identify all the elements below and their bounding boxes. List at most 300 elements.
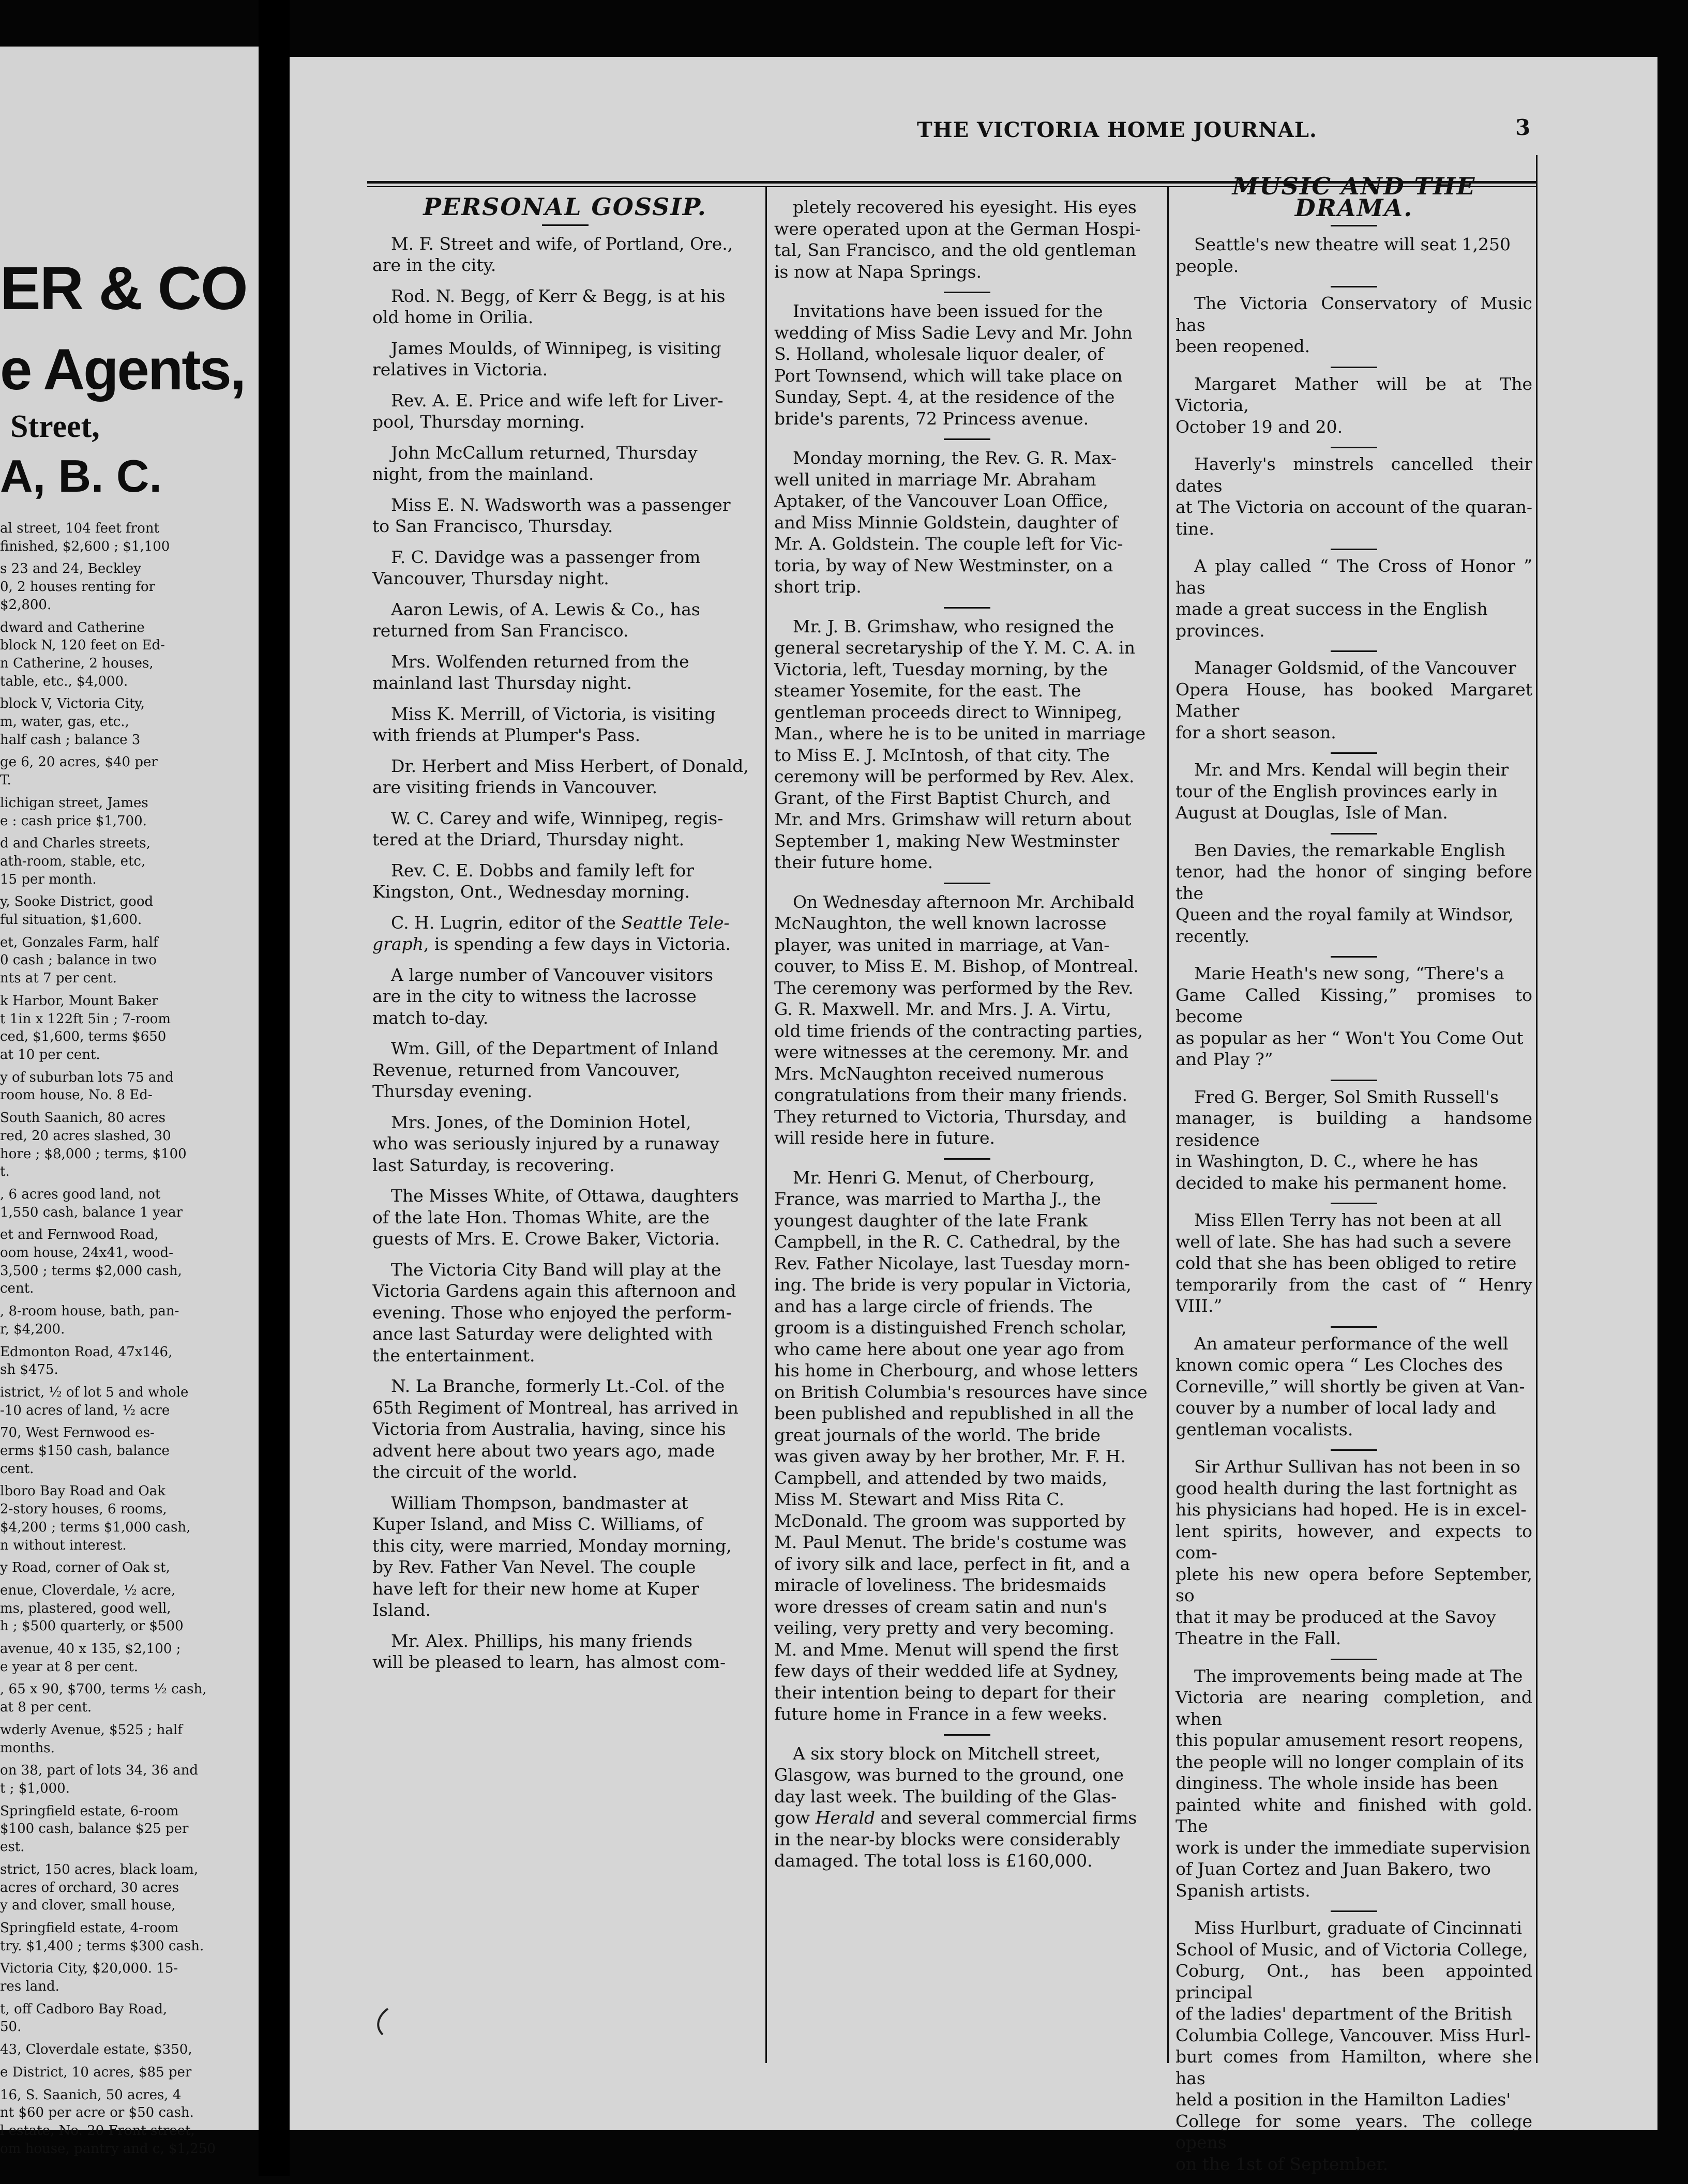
news-line: Corneville,” will shortly be given at Van-: [1175, 1376, 1525, 1397]
news-line: Ben Davies, the remarkable English: [1194, 840, 1506, 860]
news-item: [372, 285, 758, 328]
news-item: [372, 1492, 758, 1621]
news-line: is now at Napa Springs.: [774, 261, 982, 282]
page-number: 3: [1515, 115, 1531, 140]
item-separator: [944, 1158, 990, 1160]
item-separator: [1331, 447, 1377, 448]
news-item: [372, 703, 758, 746]
listing-entry: [0, 1384, 228, 1419]
listing-line: est.: [0, 1839, 25, 1855]
news-line: Manager Goldsmid, of the Vancouver: [1194, 658, 1516, 678]
news-line: few days of their wedded life at Sydney,: [774, 1661, 1119, 1681]
listing-line: hore ; $8,000 ; terms, $100: [0, 1146, 187, 1162]
news-line: and Miss Minnie Goldstein, daughter of: [774, 512, 1118, 533]
news-line: painted white and finished with gold. The: [1175, 1794, 1532, 1836]
news-line: congratulations from their many friends.: [774, 1085, 1128, 1105]
listing-line: y and clover, small house,: [0, 1898, 176, 1914]
news-line: France, was married to Martha J., the: [774, 1189, 1101, 1209]
news-line: people.: [1175, 255, 1239, 276]
newspaper-page: [290, 57, 1657, 2174]
news-line: ance last Saturday were delighted with: [372, 1324, 713, 1344]
listing-line: room house, No. 8 Ed-: [0, 1087, 153, 1103]
news-line: W. C. Carey and wife, Winnipeg, regis-: [391, 808, 724, 828]
news-line: Mr. J. B. Grimshaw, who resigned the: [793, 616, 1114, 636]
news-line: Man., where he is to be united in marriage: [774, 723, 1146, 744]
news-item: [774, 1167, 1159, 1725]
news-line: his home in Cherbourg, and whose letters: [774, 1360, 1138, 1381]
news-item: [1175, 759, 1532, 824]
news-item: [1175, 1333, 1532, 1440]
news-line: Glasgow, was burned to the ground, one: [774, 1765, 1124, 1785]
news-line: this popular amusement resort reopens,: [1175, 1730, 1524, 1750]
listing-entry: [0, 560, 228, 614]
listing-line: t ; $1,000.: [0, 1781, 70, 1796]
news-line: short trip.: [774, 577, 862, 597]
page-edge-rule: [1536, 155, 1538, 2063]
listing-line: r, $4,200.: [0, 1321, 65, 1337]
item-separator: [944, 438, 990, 440]
column-divider: [765, 186, 767, 2063]
listing-line: finished, $2,600 ; $1,100: [0, 538, 170, 554]
listing-line: t.: [0, 1164, 10, 1180]
news-line: guests of Mrs. E. Crowe Baker, Victoria.: [372, 1228, 720, 1249]
listing-line: ge 6, 20 acres, $40 per: [0, 754, 158, 770]
listing-entry: [0, 2041, 228, 2059]
news-line: Mr. Henri G. Menut, of Cherbourg,: [793, 1167, 1095, 1188]
listing-entry: [0, 520, 228, 555]
news-line: old home in Orilia.: [372, 307, 534, 327]
news-item: [1175, 657, 1532, 743]
news-line: who came here about one year ago from: [774, 1339, 1125, 1359]
news-line: Monday morning, the Rev. G. R. Max-: [793, 448, 1117, 468]
news-line: wedding of Miss Sadie Levy and Mr. John: [774, 322, 1133, 343]
news-line: tine.: [1175, 518, 1215, 539]
item-separator: [1331, 833, 1377, 835]
news-line: as popular as her “ Won't You Come Out: [1175, 1027, 1524, 1048]
news-line: Miss E. N. Wadsworth was a passenger: [391, 494, 731, 515]
news-item: [372, 912, 758, 955]
listing-entry: [0, 2000, 228, 2036]
item-separator: [944, 607, 990, 609]
news-line: tour of the English provinces early in: [1175, 781, 1498, 801]
news-line: of ivory silk and lace, perfect in fit, and a: [774, 1553, 1131, 1574]
news-line: Rev. C. E. Dobbs and family left for: [391, 860, 695, 881]
heading-rule: [1331, 225, 1377, 226]
news-item: [372, 651, 758, 694]
news-line: couver, to Miss E. M. Bishop, of Montreal.: [774, 956, 1139, 976]
news-line: They returned to Victoria, Thursday, and: [774, 1106, 1127, 1127]
news-line: veiling, very pretty and very becoming.: [774, 1618, 1114, 1638]
listing-entry: [0, 1919, 228, 1955]
news-line: Thursday evening.: [372, 1081, 533, 1101]
news-line: well of late. She has had such a severe: [1175, 1231, 1512, 1252]
listing-line: 3,500 ; terms $2,000 cash,: [0, 1263, 182, 1279]
item-separator: [944, 292, 990, 293]
column-personal-gossip: [372, 193, 758, 1682]
news-line: Campbell, in the R. C. Cathedral, by the: [774, 1232, 1121, 1252]
news-line: and Play ?”: [1175, 1049, 1273, 1069]
item-separator: [1331, 1449, 1377, 1451]
listing-line: ful situation, $1,600.: [0, 912, 142, 928]
facing-page-listings: [0, 520, 228, 2162]
news-item: [774, 447, 1159, 598]
news-item: [1175, 963, 1532, 1070]
item-separator: [1331, 1326, 1377, 1328]
news-item: [1175, 555, 1532, 641]
listing-entry: [0, 1802, 228, 1856]
listing-line: Edmonton Road, 47x146,: [0, 1344, 173, 1360]
news-line: Campbell, and attended by two maids,: [774, 1467, 1108, 1488]
news-item: [774, 616, 1159, 873]
listing-line: y, Sooke District, good: [0, 894, 154, 910]
news-item: [1175, 453, 1532, 539]
listing-line: half cash ; balance 3: [0, 732, 141, 748]
news-line: N. La Branche, formerly Lt.-Col. of the: [391, 1376, 725, 1396]
item-separator: [1331, 650, 1377, 652]
listing-line: months.: [0, 1740, 55, 1756]
news-line: Revenue, returned from Vancouver,: [372, 1059, 681, 1080]
news-line: night, from the mainland.: [372, 464, 594, 484]
listing-entry: [0, 1069, 228, 1104]
news-line: groom is a distinguished French scholar,: [774, 1317, 1127, 1338]
news-item: [372, 338, 758, 381]
news-line: provinces.: [1175, 620, 1265, 641]
news-line: Spanish artists.: [1175, 1880, 1310, 1901]
listing-line: Springfield estate, 4-room: [0, 1920, 179, 1936]
listing-line: h ; $500 quarterly, or $500: [0, 1618, 184, 1634]
item-separator: [944, 1734, 990, 1736]
news-item: [372, 1038, 758, 1102]
listing-entry: [0, 1721, 228, 1757]
news-line: of Juan Cortez and Juan Bakero, two: [1175, 1859, 1491, 1879]
item-separator: [1331, 956, 1377, 958]
news-line: Invitations have been issued for the: [793, 301, 1103, 321]
listing-line: cent.: [0, 1461, 34, 1477]
news-line: S. Holland, wholesale liquor dealer, of: [774, 344, 1104, 364]
listing-line: n without interest.: [0, 1537, 127, 1553]
news-line: last Saturday, is recovering.: [372, 1155, 615, 1175]
news-line: have left for their new home at Kuper: [372, 1578, 699, 1599]
news-line: ing. The bride is very popular in Victoria,: [774, 1275, 1132, 1295]
news-line: been reopened.: [1175, 336, 1310, 356]
news-line: at The Victoria on account of the quaran-: [1175, 497, 1533, 517]
news-line: Island.: [372, 1600, 431, 1620]
listing-line: e year at 8 per cent.: [0, 1659, 139, 1675]
news-line: Aaron Lewis, of A. Lewis & Co., has: [391, 599, 700, 619]
listing-line: block V, Victoria City,: [0, 696, 145, 712]
listing-line: sh $475.: [0, 1362, 58, 1378]
item-separator: [1331, 367, 1377, 368]
news-line: dinginess. The whole inside has been: [1175, 1773, 1498, 1793]
news-line: M. F. Street and wife, of Portland, Ore.,: [391, 233, 733, 254]
item-separator: [1331, 1659, 1377, 1660]
news-line: decided to make his permanent home.: [1175, 1172, 1508, 1193]
news-item: [1175, 1209, 1532, 1317]
item-separator: [1331, 752, 1377, 754]
news-line: Kuper Island, and Miss C. Williams, of: [372, 1514, 703, 1534]
news-line: Port Townsend, which will take place on: [774, 365, 1123, 386]
listing-line: y of suburban lots 75 and: [0, 1069, 174, 1085]
news-line: A play called “ The Cross of Honor ” has: [1175, 556, 1532, 598]
listing-line: on 38, part of lots 34, 36 and: [0, 1763, 198, 1779]
listing-entry: [0, 619, 228, 691]
news-line: A large number of Vancouver visitors: [391, 964, 714, 985]
news-item: [1175, 1456, 1532, 1649]
news-line: ceremony will be performed by Rev. Alex.: [774, 766, 1135, 786]
listing-entry: [0, 1762, 228, 1797]
listing-entry: [0, 1424, 228, 1478]
listing-entry: [0, 1960, 228, 1995]
news-item: [372, 494, 758, 537]
listing-line: avenue, 40 x 135, $2,100 ;: [0, 1641, 181, 1657]
news-item: [774, 891, 1159, 1149]
news-line: been published and republished in all the: [774, 1403, 1134, 1423]
news-line: who was seriously injured by a runaway: [372, 1133, 719, 1154]
column-divider: [1167, 186, 1169, 2063]
news-item: [372, 964, 758, 1029]
news-line: general secretaryship of the Y. M. C. A. in: [774, 638, 1135, 658]
news-item: [1175, 1086, 1532, 1194]
news-line: The Victoria City Band will play at the: [391, 1259, 721, 1280]
news-line: Mr. A. Goldstein. The couple left for Vic-: [774, 534, 1123, 554]
news-line: Sunday, Sept. 4, at the residence of the: [774, 387, 1115, 407]
news-item: [372, 599, 758, 642]
listing-line: dward and Catherine: [0, 619, 145, 635]
news-line: Wm. Gill, of the Department of Inland: [391, 1038, 719, 1058]
news-line: August at Douglas, Isle of Man.: [1175, 802, 1448, 823]
news-line: in Washington, D. C., where he has: [1175, 1151, 1479, 1171]
news-line: McDonald. The groom was supported by: [774, 1510, 1126, 1531]
news-line: pool, Thursday morning.: [372, 412, 585, 432]
listing-line: , 6 acres good land, not: [0, 1186, 161, 1202]
listing-line: 70, West Fernwood es-: [0, 1425, 155, 1441]
news-item: [774, 1743, 1159, 1872]
news-line: his physicians had hoped. He is in excel-: [1175, 1499, 1527, 1520]
listing-line: t, off Cadboro Bay Road,: [0, 2001, 168, 2017]
news-item: [372, 442, 758, 485]
news-line: McNaughton, the well known lacrosse: [774, 913, 1107, 933]
news-line: September 1, making New Westminster: [774, 830, 1120, 851]
news-line: Vancouver, Thursday night.: [372, 568, 609, 588]
listing-entry: [0, 695, 228, 749]
news-line: College for some years. The college opens: [1175, 2111, 1532, 2152]
listing-line: lichigan street, James: [0, 795, 148, 811]
news-item: [1175, 1917, 1532, 2175]
listing-line: 1,550 cash, balance 1 year: [0, 1204, 183, 1220]
news-line: miracle of loveliness. The bridesmaids: [774, 1575, 1107, 1595]
news-line: pletely recovered his eyesight. His eyes: [793, 197, 1137, 217]
listing-line: block N, 120 feet on Ed-: [0, 638, 165, 654]
news-line: bride's parents, 72 Princess avenue.: [774, 408, 1089, 429]
listing-line: l estate, No. 20 Front street,: [0, 2122, 195, 2138]
news-line: Rev. A. E. Price and wife left for Liver-: [391, 390, 724, 411]
news-item: [372, 755, 758, 798]
news-line: Theatre in the Fall.: [1175, 1628, 1342, 1648]
listing-line: et, Gonzales Farm, half: [0, 934, 158, 950]
news-line: Opera House, has booked Margaret Mather: [1175, 679, 1532, 721]
news-item: [372, 808, 758, 851]
news-line: were operated upon at the German Hospi-: [774, 218, 1141, 239]
news-line: plete his new opera before September, so: [1175, 1564, 1532, 1605]
news-line: Sir Arthur Sullivan has not been in so: [1194, 1457, 1520, 1477]
news-line: An amateur performance of the well: [1194, 1333, 1509, 1354]
news-line: 65th Regiment of Montreal, has arrived in: [372, 1397, 739, 1418]
news-line: work is under the immediate supervision: [1175, 1837, 1531, 1858]
news-line: in the near-by blocks were considerably: [774, 1829, 1121, 1849]
listing-line: cent.: [0, 1281, 34, 1297]
listing-entry: [0, 1482, 228, 1554]
news-line: the circuit of the world.: [372, 1462, 578, 1482]
news-line: A six story block on Mitchell street,: [793, 1743, 1101, 1764]
news-line: recently.: [1175, 926, 1250, 946]
news-line: lent spirits, however, and expects to com-: [1175, 1521, 1532, 1563]
news-line: relatives in Victoria.: [372, 359, 548, 380]
masthead: THE VICTORIA HOME JOURNAL.: [917, 118, 1317, 142]
listing-line: try. $1,400 ; terms $300 cash.: [0, 1938, 204, 1954]
news-line: M. Paul Menut. The bride's costume was: [774, 1532, 1127, 1552]
news-line: graph, is spending a few days in Victoria.: [372, 934, 731, 954]
news-item: [372, 1630, 758, 1673]
news-item: [372, 547, 758, 589]
news-line: with friends at Plumper's Pass.: [372, 725, 641, 745]
listing-line: n Catherine, 2 houses,: [0, 655, 154, 671]
news-line: tenor, had the honor of singing before the: [1175, 861, 1532, 903]
news-line: the entertainment.: [372, 1345, 535, 1366]
item-separator: [944, 883, 990, 884]
news-line: Rod. N. Begg, of Kerr & Begg, is at his: [391, 285, 726, 306]
news-line: C. H. Lugrin, editor of the Seattle Tele-: [391, 912, 730, 933]
news-line: Game Called Kissing,” promises to become: [1175, 984, 1532, 1026]
news-item: [372, 1185, 758, 1250]
listing-entry: [0, 1640, 228, 1676]
news-line: Aptaker, of the Vancouver Loan Office,: [774, 491, 1109, 511]
listing-line: erms $150 cash, balance: [0, 1443, 170, 1459]
item-separator: [1331, 1203, 1377, 1204]
listing-entry: [0, 1861, 228, 1915]
item-separator: [1331, 549, 1377, 550]
listing-line: t 1in x 122ft 5in ; 7-room: [0, 1011, 171, 1027]
news-line: Kingston, Ont., Wednesday morning.: [372, 882, 690, 902]
news-line: Mrs. Wolfenden returned from the: [391, 651, 689, 672]
listing-line: $4,200 ; terms $1,000 cash,: [0, 1519, 191, 1535]
listing-line: enue, Cloverdale, ½ acre,: [0, 1582, 176, 1598]
listing-entry: [0, 2086, 228, 2158]
news-line: Dr. Herbert and Miss Herbert, of Donald,: [391, 755, 749, 776]
news-line: Mr. and Mrs. Kendal will begin their: [1194, 760, 1509, 780]
listing-entry: [0, 1186, 228, 1221]
listing-entry: [0, 753, 228, 789]
listing-entry: [0, 794, 228, 830]
listing-line: 2-story houses, 6 rooms,: [0, 1502, 167, 1518]
column-music-and-drama: [1175, 172, 1533, 2184]
news-line: will reside here in future.: [774, 1128, 995, 1148]
news-line: their future home.: [774, 852, 933, 872]
column-heading: PERSONAL GOSSIP.: [423, 193, 707, 221]
news-line: cold that she has been obliged to retire: [1175, 1253, 1517, 1273]
news-line: gentleman vocalists.: [1175, 1419, 1353, 1439]
news-line: Grant, of the First Baptist Church, and: [774, 787, 1111, 808]
news-line: returned from San Francisco.: [372, 620, 629, 641]
listing-line: wderly Avenue, $525 ; half: [0, 1722, 183, 1738]
listing-entry: [0, 893, 228, 929]
listing-line: T.: [0, 772, 11, 788]
news-line: will be pleased to learn, has almost com-: [372, 1652, 726, 1672]
news-line: Seattle's new theatre will seat 1,250: [1194, 234, 1511, 254]
listing-line: nts at 7 per cent.: [0, 970, 117, 987]
column-heading: MUSIC AND THE DRAMA.: [1232, 172, 1476, 222]
listing-entry: [0, 1582, 228, 1635]
news-item: [1175, 1665, 1532, 1902]
listing-line: 43, Cloverdale estate, $350,: [0, 2042, 192, 2058]
news-line: Mr. Alex. Phillips, his many friends: [391, 1630, 693, 1651]
news-line: Marie Heath's new song, “There's a: [1194, 963, 1504, 983]
listing-line: al street, 104 feet front: [0, 521, 159, 536]
news-line: The Misses White, of Ottawa, daughters: [391, 1186, 739, 1206]
news-line: Victoria Gardens again this afternoon and: [372, 1281, 736, 1301]
listing-line: -10 acres of land, ½ acre: [0, 1402, 170, 1418]
news-item: [372, 390, 758, 433]
listing-line: South Saanich, 80 acres: [0, 1110, 165, 1126]
item-separator: [1331, 1080, 1377, 1081]
news-line: burt comes from Hamilton, where she has: [1175, 2046, 1532, 2088]
page-gutter: [259, 0, 290, 2176]
listing-line: ms, plastered, good well,: [0, 1600, 171, 1616]
news-line: gow Herald and several commercial firms: [774, 1808, 1137, 1828]
news-line: toria, by way of New Westminster, on a: [774, 555, 1113, 575]
news-item: [774, 300, 1159, 429]
listing-line: 0 cash ; balance in two: [0, 952, 157, 968]
news-line: evening. Those who enjoyed the perform-: [372, 1302, 732, 1323]
news-line: G. R. Maxwell. Mr. and Mrs. J. A. Virtu,: [774, 999, 1111, 1019]
listing-line: red, 20 acres slashed, 30: [0, 1128, 171, 1144]
news-line: mainland last Thursday night.: [372, 673, 632, 693]
news-line: this city, were married, Monday morning,: [372, 1535, 732, 1556]
listing-line: 50.: [0, 2019, 22, 2035]
news-line: and has a large circle of friends. The: [774, 1296, 1093, 1316]
news-item: [774, 196, 1159, 282]
news-line: for a short season.: [1175, 722, 1336, 742]
news-line: the people will no longer complain of its: [1175, 1751, 1524, 1772]
listing-entry: [0, 1109, 228, 1181]
listing-line: lboro Bay Road and Oak: [0, 1483, 165, 1499]
news-line: Queen and the royal family at Windsor,: [1175, 904, 1514, 924]
news-line: The Victoria Conservatory of Music has: [1175, 293, 1532, 335]
news-line: day last week. The building of the Glas-: [774, 1786, 1117, 1807]
news-line: great journals of the world. The bride: [774, 1424, 1101, 1445]
news-line: well united in marriage Mr. Abraham: [774, 469, 1096, 490]
facing-page-heading-2: e Agents,: [0, 337, 245, 402]
news-line: James Moulds, of Winnipeg, is visiting: [391, 338, 721, 358]
listing-line: nt $60 per acre or $50 cash.: [0, 2105, 194, 2121]
listing-entry: [0, 934, 228, 988]
news-line: player, was united in marriage, at Van-: [774, 934, 1110, 955]
listing-line: Springfield estate, 6-room: [0, 1803, 179, 1819]
item-separator: [1331, 286, 1377, 287]
listing-line: e District, 10 acres, $85 per: [0, 2064, 192, 2080]
facing-page-fragment: [0, 47, 259, 2157]
news-line: temporarily from the cast of “ Henry VIII.”: [1175, 1274, 1532, 1316]
news-item: [372, 860, 758, 903]
news-line: held a position in the Hamilton Ladies': [1175, 2089, 1511, 2110]
news-line: Mrs. Jones, of the Dominion Hotel,: [391, 1112, 691, 1132]
news-line: Miss M. Stewart and Miss Rita C.: [774, 1489, 1064, 1509]
news-line: couver by a number of local lady and: [1175, 1398, 1496, 1418]
news-line: M. and Mme. Menut will spend the first: [774, 1639, 1119, 1660]
news-line: by Rev. Father Van Nevel. The couple: [372, 1557, 696, 1577]
news-line: known comic opera “ Les Cloches des: [1175, 1355, 1503, 1375]
listing-entry: [0, 1226, 228, 1298]
listing-line: 15 per month.: [0, 871, 97, 887]
